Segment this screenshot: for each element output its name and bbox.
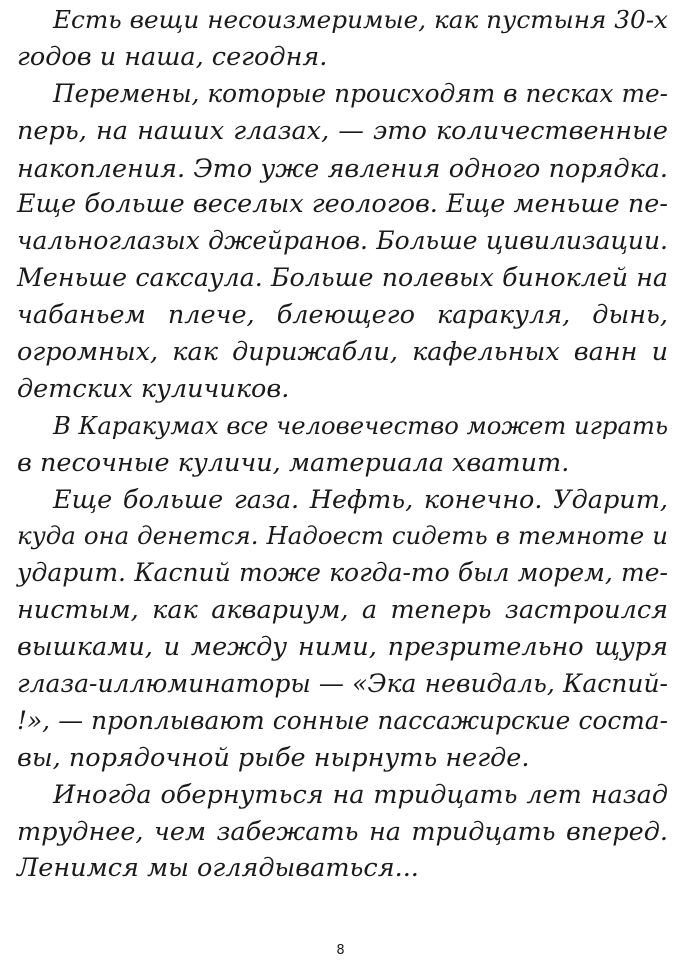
text-line: куда она денется. Надоест сидеть в темноте и xyxy=(17,521,668,551)
text-line: нистым, как аквариум, а теперь застроился xyxy=(17,595,668,626)
text-line: в песочные куличи, материала хватит. xyxy=(17,447,570,478)
text-line: Еще больше газа. Нефть, конечно. Ударит, xyxy=(53,484,668,515)
text-line: ударит. Каспий тоже когда-то был морем, те- xyxy=(17,558,668,588)
text-line: вышками, и между ними, презрительно щуря xyxy=(17,632,668,663)
text-line: !», — проплывают сонные пассажирские соста- xyxy=(17,705,668,735)
text-line: В Каракумах все человечество может играть xyxy=(53,410,669,440)
paragraph xyxy=(17,2,668,76)
text-line: труднее, чем забежать на тридцать вперед. xyxy=(17,816,668,847)
text-line: Еще больше веселых геологов. Еще меньше пе- xyxy=(17,189,668,220)
text-line: чабаньем плече, блеющего каракуля, дынь, xyxy=(17,300,668,331)
paragraph xyxy=(17,482,668,777)
text-line: Перемены, которые происходят в песках те- xyxy=(53,78,668,108)
paragraph xyxy=(17,777,668,888)
text-line: Меньше саксаула. Больше полевых биноклей на xyxy=(17,263,668,293)
paragraph xyxy=(17,76,668,408)
paragraph xyxy=(17,408,668,482)
text-line: Есть вещи несоизмеримые, как пустыня 30-х xyxy=(53,5,668,34)
text-line: вы, порядочной рыбе нырнуть негде. xyxy=(17,742,530,773)
text-line: перь, на наших глазах, — это количественные xyxy=(17,115,668,146)
text-line: детских куличиков. xyxy=(17,373,290,404)
text-line: годов и наша, сегодня. xyxy=(17,41,328,72)
text-line: Ленимся мы оглядываться... xyxy=(17,853,419,884)
page-number: 8 xyxy=(336,943,345,958)
text-line: Иногда обернуться на тридцать лет назад xyxy=(53,779,668,810)
body-text xyxy=(17,2,668,887)
text-line: накопления. Это уже явления одного порядка. xyxy=(17,152,668,183)
text-line: глаза-иллюминаторы — «Эка невидаль, Каспий- xyxy=(17,669,668,699)
text-line: огромных, как дирижабли, кафельных ванн и xyxy=(17,337,668,368)
text-line: чальноглазых джейранов. Больше цивилизации. xyxy=(17,226,668,256)
